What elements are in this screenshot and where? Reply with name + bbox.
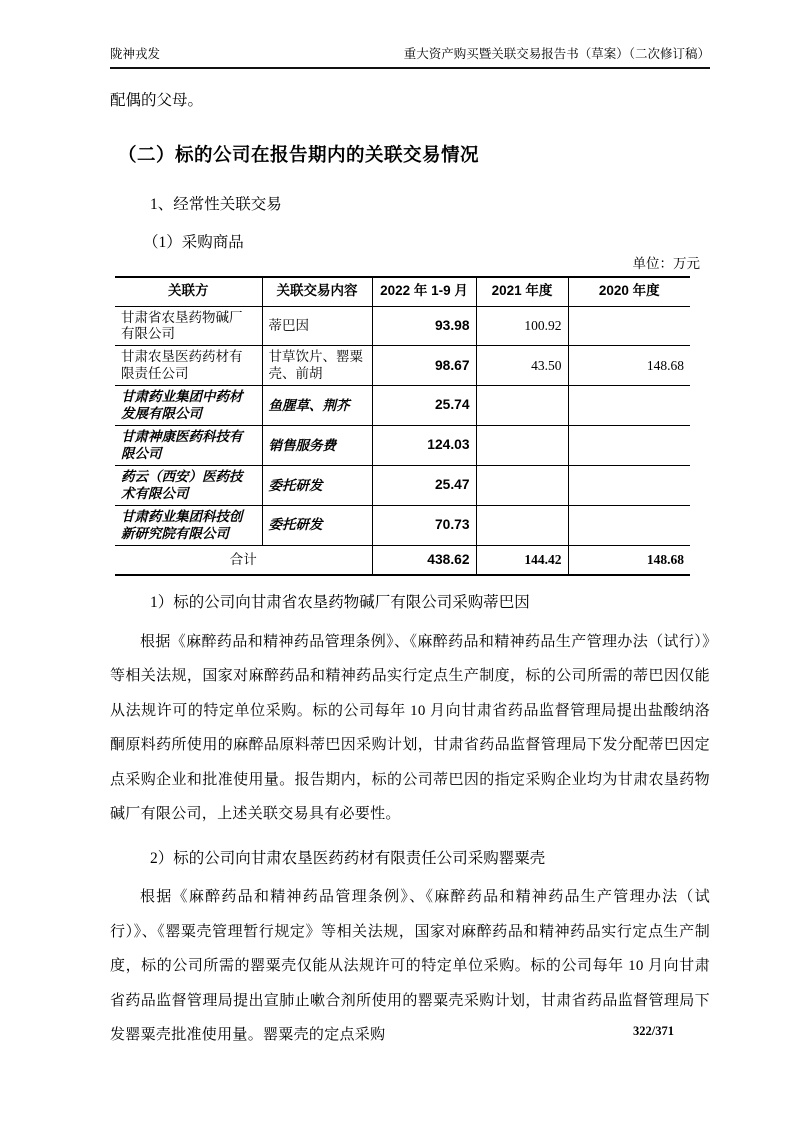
amount-2022-cell: 93.98 (372, 306, 476, 346)
transaction-content-cell: 委托研发 (262, 506, 372, 546)
amount-2020-cell (568, 466, 690, 506)
table-unit-label: 单位：万元 (632, 255, 700, 271)
related-party-cell: 甘肃农垦医药药材有限责任公司 (115, 346, 262, 386)
col-header-2022: 2022 年 1-9 月 (372, 277, 476, 307)
section-heading: （二）标的公司在报告期内的关联交易情况 (118, 143, 480, 165)
transaction-content-cell: 委托研发 (262, 466, 372, 506)
continuation-paragraph: 配偶的父母。 (110, 91, 204, 109)
amount-2020-cell (568, 426, 690, 466)
col-header-2020: 2020 年度 (568, 277, 690, 307)
col-header-transaction-content: 关联交易内容 (262, 277, 372, 307)
amount-2021-cell (476, 426, 568, 466)
amount-2021-cell: 43.50 (476, 346, 568, 386)
total-2022-cell: 438.62 (372, 546, 476, 576)
col-header-related-party: 关联方 (115, 277, 262, 307)
page-number: 322/371 (633, 1024, 674, 1038)
table-row (115, 466, 690, 506)
amount-2021-cell (476, 386, 568, 426)
amount-2022-cell: 25.47 (372, 466, 476, 506)
amount-2021-cell (476, 506, 568, 546)
related-party-cell: 药云（西安）医药技术有限公司 (115, 466, 262, 506)
related-party-cell: 甘肃神康医药科技有限公司 (115, 426, 262, 466)
total-2020-cell: 148.68 (646, 551, 684, 567)
amount-2022-cell: 124.03 (372, 426, 476, 466)
total-2021-cell: 144.42 (476, 546, 568, 576)
related-party-cell: 甘肃省农垦药物碱厂有限公司 (115, 306, 262, 346)
amount-2022-cell: 98.67 (372, 346, 476, 386)
amount-2020-cell (568, 506, 690, 546)
related-party-purchases-table (115, 276, 690, 577)
amount-2020-cell: 148.68 (568, 346, 690, 386)
amount-2022-cell: 25.74 (372, 386, 476, 426)
transaction-content-cell: 蒂巴因 (262, 306, 372, 346)
item-1-body: 根据《麻醉药品和精神药品管理条例》、《麻醉药品和精神药品生产管理办法（试行）》等相关法规，国家对麻醉药品和精神药品实行定点生产制度，标的公司所需的蒂巴因仅能从法规许可的特定单位采购。标的公司每年 10 月向甘肃省药品监督管理局提出盐酸纳洛酮原料药所使用的麻醉品原料蒂巴因采购计划，甘肃省药品监督管理局下发分配蒂巴因定点采购企业和批准使用量。报告期内，标的公司蒂巴因的指定采购企业均为甘肃农垦药物碱厂有限公司，上述关联交易具有必要性。 (110, 633, 710, 823)
item-1-heading: 1）标的公司向甘肃省农垦药物碱厂有限公司采购蒂巴因 (150, 594, 530, 612)
subsection-recurring-transactions: 1、经常性关联交易 (150, 195, 282, 213)
page-header (110, 46, 710, 69)
transaction-content-cell: 销售服务费 (262, 426, 372, 466)
item-2-heading: 2）标的公司向甘肃农垦医药药材有限责任公司采购罂粟壳 (150, 849, 546, 867)
table-total-row (115, 546, 690, 576)
table-row (115, 506, 690, 546)
amount-2021-cell (476, 466, 568, 506)
header-report-title: 重大资产购买暨关联交易报告书（草案）（二次修订稿） (403, 47, 710, 61)
related-party-cell: 甘肃药业集团科技创新研究院有限公司 (115, 506, 262, 546)
table-row (115, 346, 690, 386)
transaction-content-cell: 甘草饮片、罂粟壳、前胡 (262, 346, 372, 386)
header-company-name: 陇神戎发 (110, 47, 161, 61)
item-2-body: 根据《麻醉药品和精神药品管理条例》、《麻醉药品和精神药品生产管理办法（试行）》、《罂粟壳管理暂行规定》等相关法规，国家对麻醉药品和精神药品实行定点生产制度，标的公司所需的罂粟壳仅能从法规许可的特定单位采购。标的公司每年 10 月向甘肃省药品监督管理局提出宣肺止嗽合剂所使用的罂粟壳采购计划，甘肃省药品监督管理局下发罂粟壳批准使用量。罂粟壳的定点采购 (110, 889, 710, 1044)
subsection-purchase-goods: （1）采购商品 (143, 233, 244, 251)
col-header-2021: 2021 年度 (476, 277, 568, 307)
amount-2020-cell (568, 306, 690, 346)
table-header-row (115, 277, 690, 307)
related-party-cell: 甘肃药业集团中药材发展有限公司 (115, 386, 262, 426)
table-row (115, 386, 690, 426)
transaction-content-cell: 鱼腥草、荆芥 (262, 386, 372, 426)
table-row (115, 306, 690, 346)
total-label-cell: 合计 (115, 546, 372, 576)
page-content (0, 46, 793, 1053)
amount-2021-cell: 100.92 (476, 306, 568, 346)
table-row (115, 426, 690, 466)
amount-2022-cell: 70.73 (372, 506, 476, 546)
amount-2020-cell (568, 386, 690, 426)
